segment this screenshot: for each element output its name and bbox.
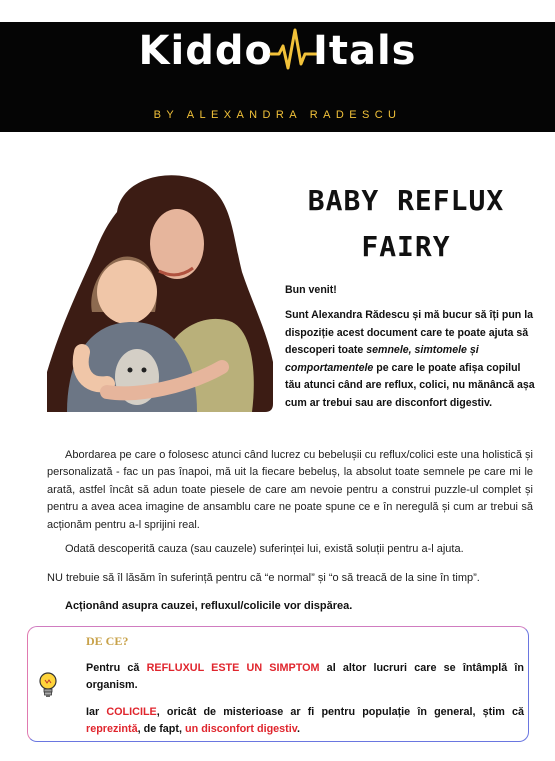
colic-text-4: .	[296, 723, 300, 735]
solution-paragraph: Odată descoperită cauza (sau cauzele) suferinței lui, există soluții pentru a-l ajuta.	[65, 543, 464, 555]
byline: BY ALEXANDRA RADESCU	[153, 109, 402, 121]
colic-text-1: Iar	[86, 706, 107, 718]
reflux-explanation	[86, 660, 524, 694]
intro-emphasis: semnele, simtomele și comportamentele	[285, 344, 479, 374]
reflux-text-1: Pentru că	[86, 662, 147, 674]
brand-left: Kiddo	[138, 28, 273, 74]
colic-highlight: COLICILE	[106, 706, 157, 718]
conclusion-paragraph: Acționând asupra cauzei, refluxul/colicile vor dispărea.	[65, 600, 353, 612]
reflux-text-2: al altor lucruri care se întâmplă în organism.	[86, 662, 524, 691]
reflux-highlight: REFLUXUL ESTE UN SIMPTOM	[146, 662, 320, 674]
colic-explanation	[86, 704, 524, 738]
not-normal-paragraph: NU trebuie să îl lăsăm în suferință pentru că “e normal” și “o să treacă de la sine în timp”.	[47, 572, 480, 584]
heartbeat-v-icon	[269, 28, 319, 74]
colic-text-2: , oricât de misterioase ar fi pentru populație în general, știm că	[156, 706, 524, 718]
brand-logo	[0, 28, 555, 74]
intro-text-2: pe care le poate afișa copilul tău atunci când are reflux, colici, nu mănâncă așa cum ar trebui sau are disconfort digestiv.	[285, 361, 535, 409]
intro-paragraph	[285, 307, 535, 412]
discomfort-highlight: un disconfort digestiv	[185, 723, 297, 735]
lightbulb-icon	[36, 671, 60, 701]
title-line-1: BABY REFLUX	[307, 184, 505, 217]
colic-text-3: , de fapt,	[137, 723, 185, 735]
greeting: Bun venit!	[285, 284, 337, 296]
represents-highlight: reprezintă	[86, 723, 138, 735]
brand-right: Itals	[312, 28, 417, 74]
page-title	[276, 178, 536, 270]
intro-text-1: Sunt Alexandra Rădescu și mă bucur să îți pun la dispoziție acest document care te poate ajuta să descoperi toate	[285, 309, 534, 356]
why-heading: DE CE?	[86, 634, 129, 648]
title-line-2: FAIRY	[361, 230, 451, 263]
approach-paragraph: Abordarea pe care o folosesc atunci când lucrez cu bebelușii cu reflux/colici este una holistică și personalizată - fac un pas înapoi, mă uit la fiecare bebeluș, la absolut toate semnele pe care mi le arată, astfel încât să adun toate piesele de care am nevoie pentru a construi puzzle-ul complet și pentru a avea acea imagine de ansamblu care ne poate spune ce e în neregulă și cum ar trebui să acționăm pentru a-l sprijini real.	[47, 449, 533, 531]
mother-baby-photo	[47, 172, 273, 412]
